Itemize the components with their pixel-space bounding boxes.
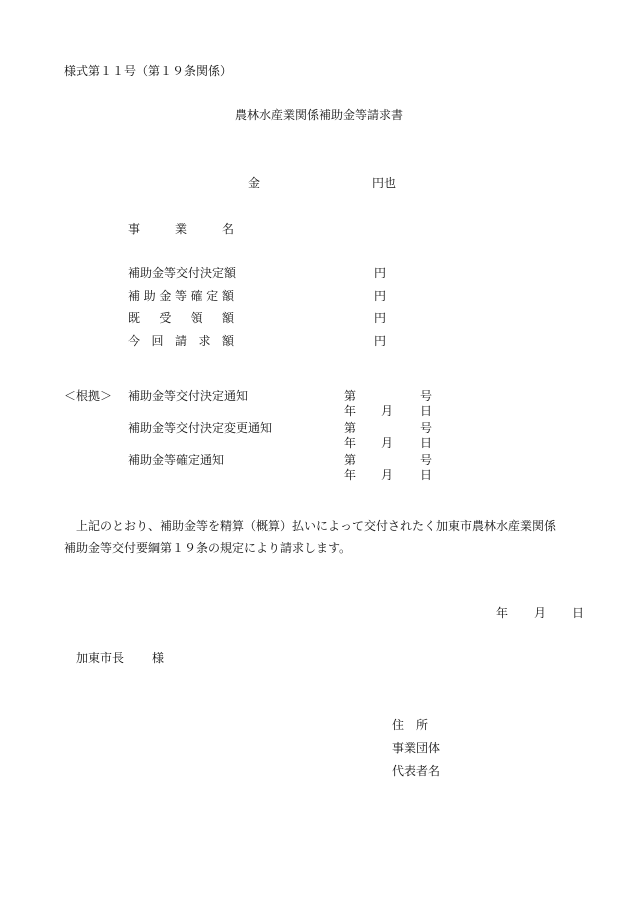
document-title: 農林水産業関係補助金等請求書 <box>235 108 404 122</box>
label-char: 額 <box>221 334 234 348</box>
already-received-amount-unit: 円 <box>374 311 387 325</box>
grant-confirmed-amount-label <box>128 289 234 303</box>
addressee-name: 加東市長 <box>76 651 125 665</box>
label-char: 領 <box>190 311 203 325</box>
applicant-representative-label: 代表者名 <box>392 764 441 778</box>
business-name-char: 名 <box>221 222 234 236</box>
label-char: 定 <box>206 289 219 303</box>
label-char: 受 <box>159 311 172 325</box>
amount-prefix: 金 <box>248 176 261 190</box>
basis-item-dai: 第 <box>344 421 357 435</box>
date-day: 日 <box>572 606 585 620</box>
label-char: 金 <box>159 289 172 303</box>
basis-item-year: 年 <box>344 436 357 450</box>
basis-item-year: 年 <box>344 404 357 418</box>
body-text-line-1: 上記のとおり、補助金等を精算（概算）払いによって交付されたく加東市農林水産業関係 <box>76 519 557 533</box>
date-year: 年 <box>496 606 509 620</box>
addressee-honorific: 様 <box>152 651 165 665</box>
label-char: 額 <box>221 289 234 303</box>
business-name-char: 事 <box>128 222 141 236</box>
basis-item-dai: 第 <box>344 389 357 403</box>
label-char: 求 <box>198 334 211 348</box>
date-month: 月 <box>534 606 547 620</box>
label-char: 助 <box>143 289 156 303</box>
label-char: 所 <box>415 718 428 732</box>
label-char: 今 <box>128 334 141 348</box>
basis-item-month: 月 <box>381 436 394 450</box>
current-request-amount-unit: 円 <box>374 334 387 348</box>
basis-item-go: 号 <box>420 421 433 435</box>
label-char: 確 <box>190 289 203 303</box>
basis-item-dai: 第 <box>344 453 357 467</box>
basis-item-day: 日 <box>420 468 433 482</box>
label-char: 住 <box>392 718 405 732</box>
business-name-char: 業 <box>174 222 187 236</box>
basis-item-name: 補助金等交付決定変更通知 <box>128 421 273 435</box>
basis-item-day: 日 <box>420 436 433 450</box>
form-number: 様式第１１号（第１９条関係） <box>64 64 233 78</box>
already-received-amount-label <box>128 311 234 325</box>
basis-item-go: 号 <box>420 389 433 403</box>
label-char: 回 <box>151 334 164 348</box>
applicant-address-label <box>392 718 428 732</box>
grant-confirmed-amount-unit: 円 <box>374 289 387 303</box>
business-name-label <box>128 222 234 236</box>
basis-label: ＜根拠＞ <box>64 389 113 403</box>
grant-decision-amount-unit: 円 <box>374 266 387 280</box>
grant-decision-amount-label: 補助金等交付決定額 <box>128 266 237 280</box>
label-char: 等 <box>174 289 187 303</box>
basis-item-day: 日 <box>420 404 433 418</box>
label-char: 既 <box>128 311 141 325</box>
basis-item-go: 号 <box>420 453 433 467</box>
applicant-organization-label: 事業団体 <box>392 741 441 755</box>
label-char: 額 <box>221 311 234 325</box>
amount-suffix: 円也 <box>372 176 397 190</box>
label-char: 補 <box>128 289 141 303</box>
basis-item-name: 補助金等交付決定通知 <box>128 389 249 403</box>
basis-item-month: 月 <box>381 404 394 418</box>
body-text-line-2: 補助金等交付要綱第１９条の規定により請求します。 <box>64 541 352 555</box>
basis-item-month: 月 <box>381 468 394 482</box>
label-char: 請 <box>174 334 187 348</box>
basis-item-year: 年 <box>344 468 357 482</box>
basis-item-name: 補助金等確定通知 <box>128 453 225 467</box>
current-request-amount-label <box>128 334 234 348</box>
